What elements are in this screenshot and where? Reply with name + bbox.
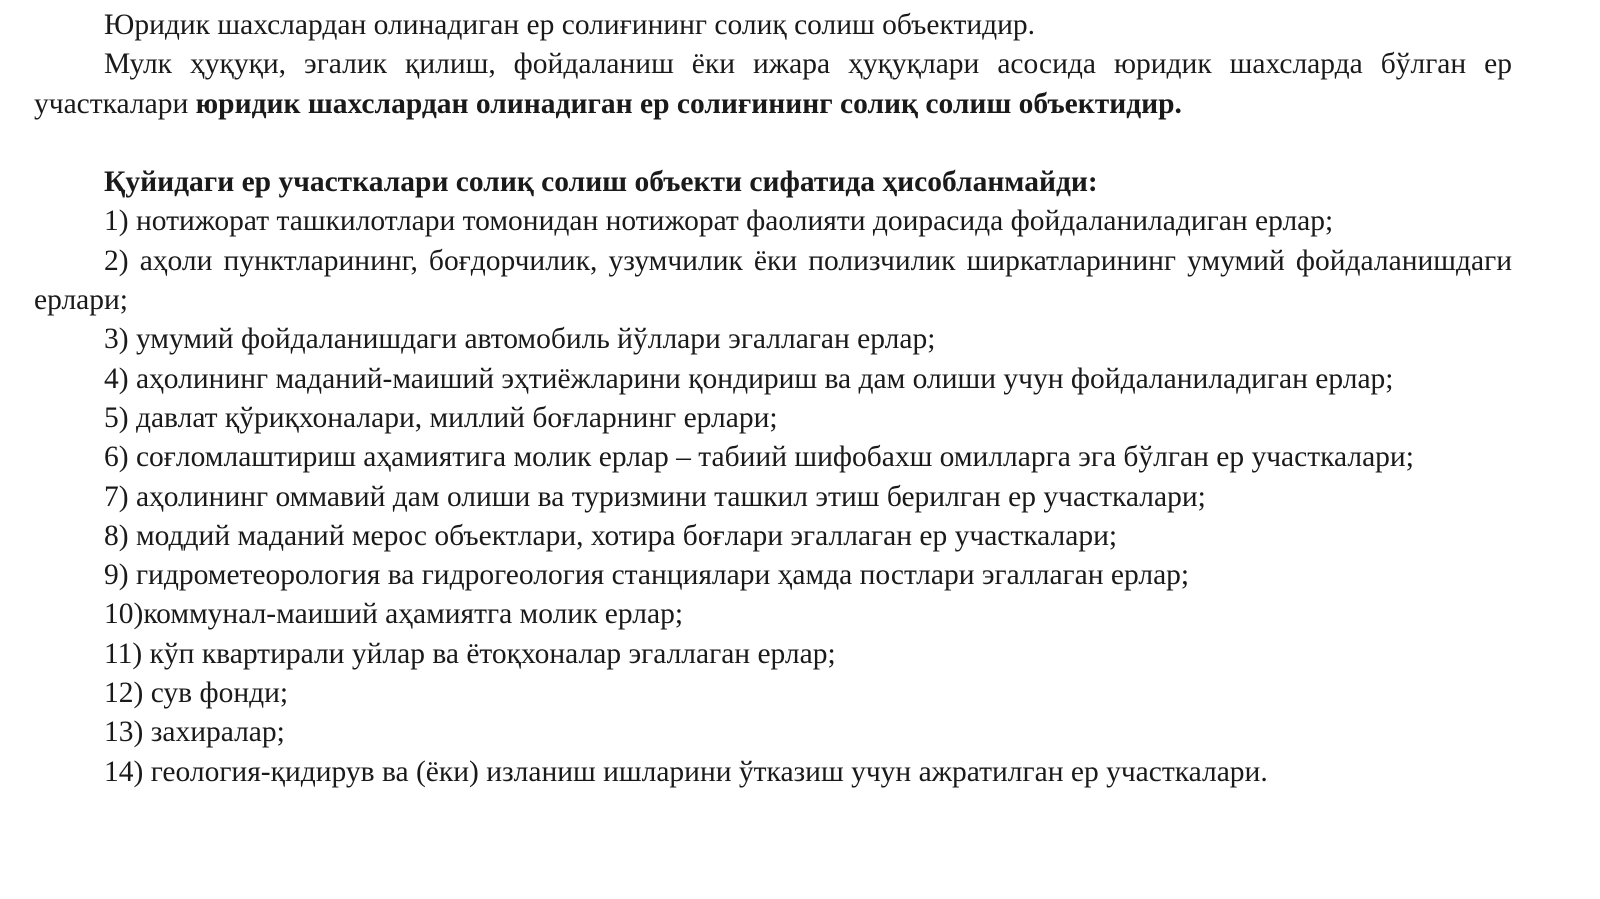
object-paragraph-lead: Мулк ҳуқуқи, эгалик қилиш, фойдаланиш ёки ижара ҳуқуқлари асосида юридик шахсларда бўлган ер участкалари — [34, 48, 1512, 120]
intro-line: Юридик шахслардан олинадиган ер солиғининг солиқ солиш объектидир. — [104, 9, 1036, 41]
document-body — [34, 6, 1512, 792]
exclusion-item-10: 10)коммунал-маиший аҳамиятга молик ерлар; — [104, 598, 684, 631]
object-paragraph-bold: юридик шахслардан олинадиган ер солиғининг солиқ солиш объектидир. — [195, 87, 1182, 120]
exclusion-item-9: 9) гидрометеорология ва гидрогеология станциялари ҳамда постлари эгаллаган ерлар; — [104, 559, 1190, 592]
exclusion-item-6: 6) соғломлаштириш аҳамиятига молик ерлар – табиий шифобахш омилларга эга бўлган ер участкалари; — [104, 441, 1414, 474]
exclusions-heading: Қуйидаги ер участкалари солиқ солиш объекти сифатида ҳисобланмайди: — [104, 166, 1098, 199]
exclusion-item-11: 11) кўп квартирали уйлар ва ётоқхоналар эгаллаган ерлар; — [104, 637, 836, 670]
exclusion-item-8: 8) моддий маданий мерос объектлари, хотира боғлари эгаллаган ер участкалари; — [104, 519, 1118, 552]
exclusion-item-4: 4) аҳолининг маданий-маиший эҳтиёжларини қондириш ва дам олиши учун фойдаланиладиган ерлар; — [104, 362, 1394, 395]
exclusion-item-2: 2) аҳоли пунктларининг, боғдорчилик, узумчилик ёки полизчилик ширкатларининг умумий фойдаланишдаги ерлари; — [34, 244, 1512, 317]
blank-line — [34, 124, 1512, 163]
exclusion-item-12: 12) сув фонди; — [104, 677, 289, 710]
exclusion-item-7: 7) аҳолининг оммавий дам олиши ва туризмини ташкил этиш берилган ер участкалари; — [104, 480, 1206, 513]
exclusion-item-14: 14) геология-қидирув ва (ёки) изланиш ишларини ўтказиш учун ажратилган ер участкалари. — [104, 755, 1268, 788]
exclusion-item-13: 13) захиралар; — [104, 716, 285, 749]
exclusion-item-3: 3) умумий фойдаланишдаги автомобиль йўллари эгаллаган ерлар; — [104, 323, 936, 356]
exclusion-item-1: 1) нотижорат ташкилотлари томонидан нотижорат фаолияти доирасида фойдаланиладиган ерлар; — [104, 205, 1334, 238]
exclusion-item-5: 5) давлат қўриқхоналари, миллий боғларнинг ерлари; — [104, 401, 778, 434]
object-paragraph — [34, 45, 1512, 124]
